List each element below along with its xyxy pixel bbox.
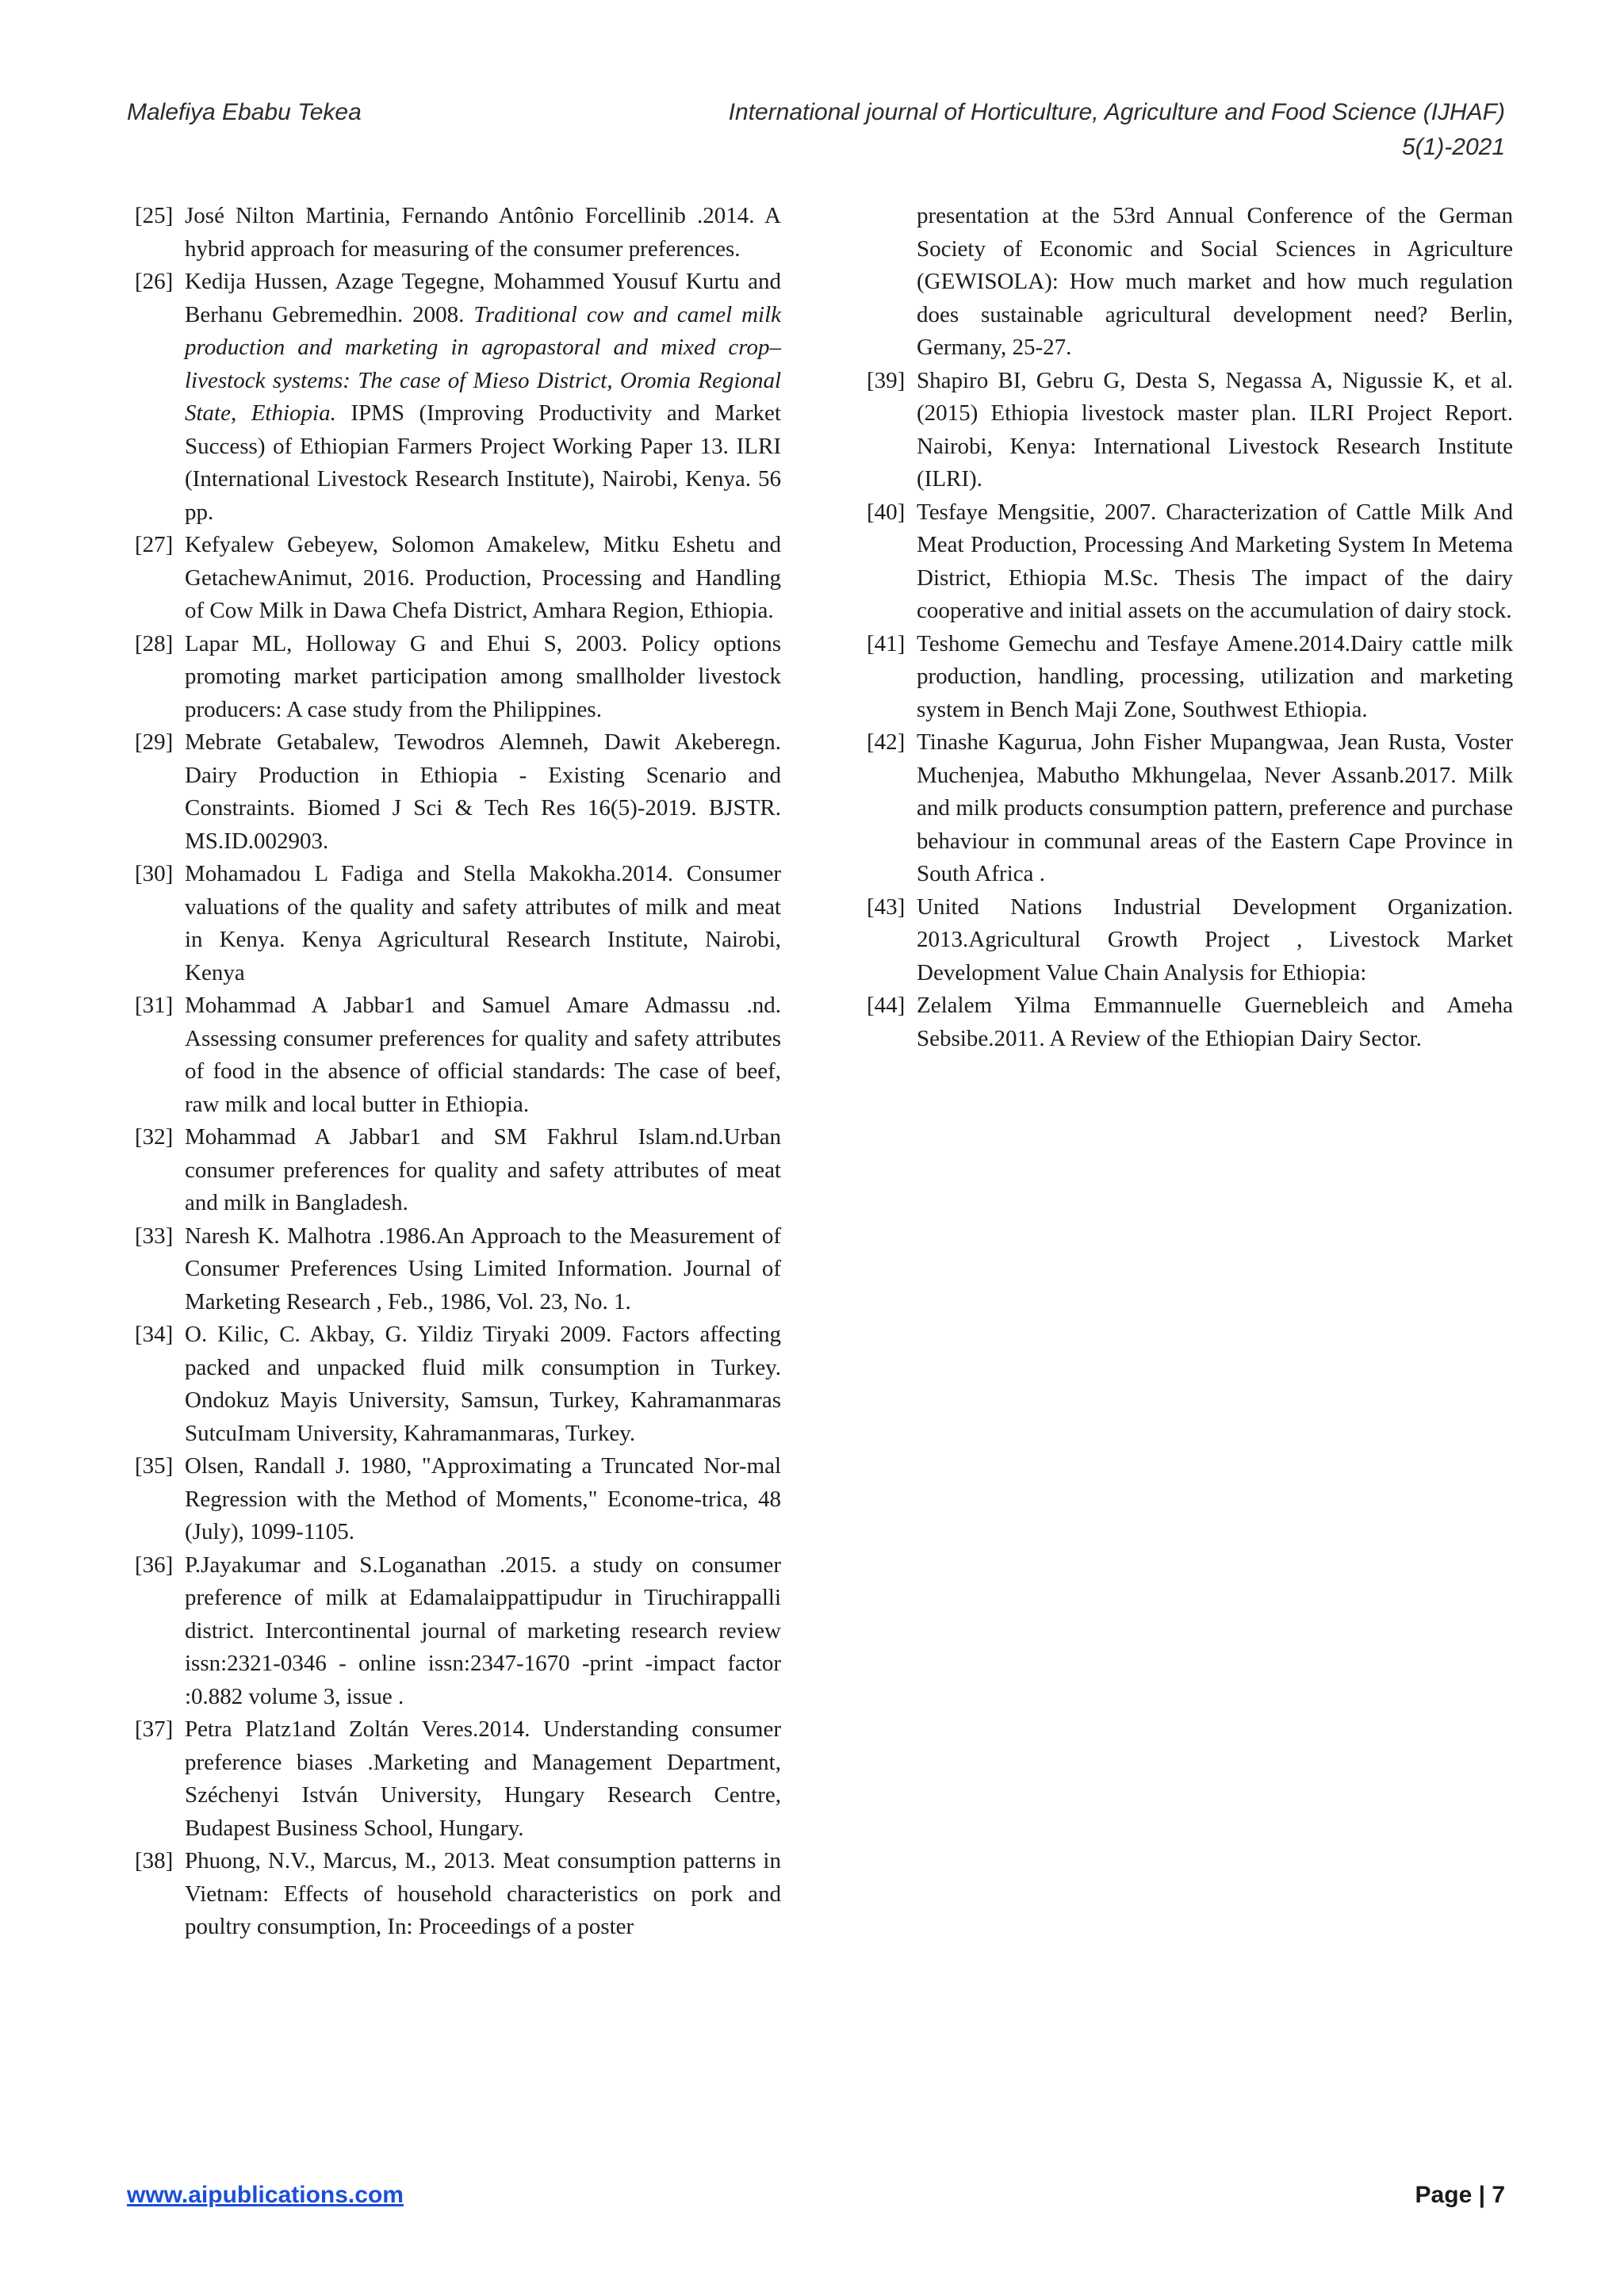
reference-item [867,989,1513,1055]
reference-number: [31] [135,993,174,1018]
reference-text: United Nations Industrial Development Organization. 2013.Agricultural Growth Project , Livestock Market Development Value Chain Analysis for Ethiopia: [917,894,1513,985]
reference-text: Naresh K. Malhotra .1986.An Approach to the Measurement of Consumer Preferences Using Limited Information. Journal of Marketing Research , Feb., 1986, Vol. 23, No. 1. [185,1223,781,1314]
reference-text: Mebrate Getabalew, Tewodros Alemneh, Dawit Akeberegn. Dairy Production in Ethiopia - Existing Scenario and Constraints. Biomed J Sci & Tech Res 16(5)-2019. BJSTR. MS.ID.002903. [185,729,781,854]
reference-item [135,726,781,858]
header-journal-title: International journal of Horticulture, Agriculture and Food Science (IJHAF) [728,99,1505,125]
reference-item [135,1713,781,1845]
reference-number: [38] [135,1848,174,1873]
reference-number: [32] [135,1124,174,1150]
header-journal-issue: 5(1)-2021 [1401,134,1505,160]
reference-number: [36] [135,1552,174,1578]
reference-text: Lapar ML, Holloway G and Ehui S, 2003. Policy options promoting market participation among smallholder livestock producers: A case study from the Philippines. [185,630,781,722]
references-right-column [867,200,1513,1055]
footer-page-number: Page | 7 [1415,2182,1505,2208]
reference-text: Tesfaye Mengsitie, 2007. Characterization of Cattle Milk And Meat Production, Processing And Marketing System In Metema District, Ethiopia M.Sc. Thesis The impact of the dairy cooperative and initial assets on the accumulation of dairy stock. [917,499,1513,623]
reference-text: Petra Platz1and Zoltán Veres.2014. Understanding consumer preference biases .Marketing and Management Department, Széchenyi István University, Hungary Research Centre, Budapest Business School, Hungary. [185,1716,781,1841]
reference-item [135,1450,781,1549]
reference-number: [37] [135,1716,174,1742]
reference-item [135,1220,781,1319]
reference-item [135,628,781,727]
reference-text: Olsen, Randall J. 1980, "Approximating a Truncated Nor-mal Regression with the Method of Moments," Econome-trica, 48 (July), 1099-1105. [185,1453,781,1544]
reference-text: Zelalem Yilma Emmannuelle Guernebleich and Ameha Sebsibe.2011. A Review of the Ethiopian Dairy Sector. [917,993,1513,1051]
reference-continuation: presentation at the 53rd Annual Conference of the German Society of Economic and Social Sciences in Agriculture (GEWISOLA): How much market and how much regulation does sustainable agricultural development need? Berlin, Germany, 25-27. [917,203,1513,360]
reference-number: [42] [867,729,906,755]
header-journal [729,95,1505,165]
page-footer [127,2182,1505,2217]
reference-text: Tinashe Kagurua, John Fisher Mupangwaa, Jean Rusta, Voster Muchenjea, Mabutho Mkhungelaa, Never Assanb.2017. Milk and milk products consumption pattern, preference and purchase behaviour in communal areas of the Eastern Cape Province in South Africa . [917,729,1513,886]
reference-text: P.Jayakumar and S.Loganathan .2015. a study on consumer preference of milk at Edamalaippattipudur in Tiruchirappalli district. Intercontinental journal of marketing research review issn:2321-0346 - online issn:2347-1670 -print -impact factor :0.882 volume 3, issue . [185,1552,781,1709]
reference-item [135,266,781,529]
reference-number: [39] [867,367,906,393]
reference-text [185,266,781,529]
reference-number: [43] [867,894,906,920]
reference-text: O. Kilic, C. Akbay, G. Yildiz Tiryaki 2009. Factors affecting packed and unpacked fluid milk consumption in Turkey. Ondokuz Mayis University, Samsun, Turkey, Kahramanmaras SutcuImam University, Kahramanmaras, Turkey. [185,1322,781,1446]
footer-website-link[interactable]: www.aipublications.com [127,2182,404,2208]
reference-number: [40] [867,499,906,525]
reference-item [135,1549,781,1714]
reference-item [867,365,1513,496]
reference-number: [35] [135,1453,174,1479]
reference-item [867,891,1513,990]
reference-text: Phuong, N.V., Marcus, M., 2013. Meat consumption patterns in Vietnam: Effects of household characteristics on pork and poultry consumption, In: Proceedings of a poster [185,1848,781,1939]
reference-item [867,496,1513,628]
reference-item [135,1845,781,1944]
reference-item [135,989,781,1121]
reference-text-source: IPMS (Improving Productivity and Market Success) of Ethiopian Farmers Project Working Paper 13. ILRI (International Livestock Research Institute), Nairobi, Kenya. 56 pp. [185,400,781,525]
reference-text: Mohamadou L Fadiga and Stella Makokha.2014. Consumer valuations of the quality and safety attributes of milk and meat in Kenya. Kenya Agricultural Research Institute, Nairobi, Kenya [185,861,781,985]
reference-number: [34] [135,1322,174,1347]
reference-item [867,726,1513,891]
reference-item [135,858,781,989]
reference-item [135,200,781,266]
references-left-column [135,200,781,1944]
reference-text-title: Traditional cow and camel milk production and marketing in agropastoral and mixed crop–livestock systems: The case of Mieso District, Oromia Regional State, Ethiopia. [185,301,781,426]
reference-number: [29] [135,729,174,755]
reference-text: Teshome Gemechu and Tesfaye Amene.2014.Dairy cattle milk production, handling, processing, utilization and marketing system in Bench Maji Zone, Southwest Ethiopia. [917,630,1513,722]
reference-number: [25] [135,203,174,228]
reference-number: [33] [135,1223,174,1249]
reference-number: [30] [135,861,174,886]
header-author: Malefiya Ebabu Tekea [127,99,362,125]
reference-text: Shapiro BI, Gebru G, Desta S, Negassa A, Nigussie K, et al. (2015) Ethiopia livestock master plan. ILRI Project Report. Nairobi, Kenya: International Livestock Research Institute (ILRI). [917,367,1513,492]
reference-number: [26] [135,269,174,294]
reference-item [135,1318,781,1450]
reference-text-authors: Kedija Hussen, Azage Tegegne, Mohammed Yousuf Kurtu and Berhanu Gebremedhin. 2008. [185,269,781,327]
reference-text: Kefyalew Gebeyew, Solomon Amakelew, Mitku Eshetu and GetachewAnimut, 2016. Production, Processing and Handling of Cow Milk in Dawa Chefa District, Amhara Region, Ethiopia. [185,532,781,623]
reference-number: [41] [867,630,906,656]
reference-item [135,529,781,628]
reference-number: [44] [867,993,906,1018]
reference-number: [28] [135,630,174,656]
reference-text: Mohammad A Jabbar1 and SM Fakhrul Islam.nd.Urban consumer preferences for quality and safety attributes of meat and milk in Bangladesh. [185,1124,781,1215]
reference-text: Mohammad A Jabbar1 and Samuel Amare Admassu .nd. Assessing consumer preferences for quality and safety attributes of food in the absence of official standards: The case of beef, raw milk and local butter in Ethiopia. [185,993,781,1117]
reference-item [135,1121,781,1220]
reference-number: [27] [135,532,174,557]
reference-item [867,628,1513,727]
reference-text: José Nilton Martinia, Fernando Antônio Forcellinib .2014. A hybrid approach for measuring of the consumer preferences. [185,203,781,262]
